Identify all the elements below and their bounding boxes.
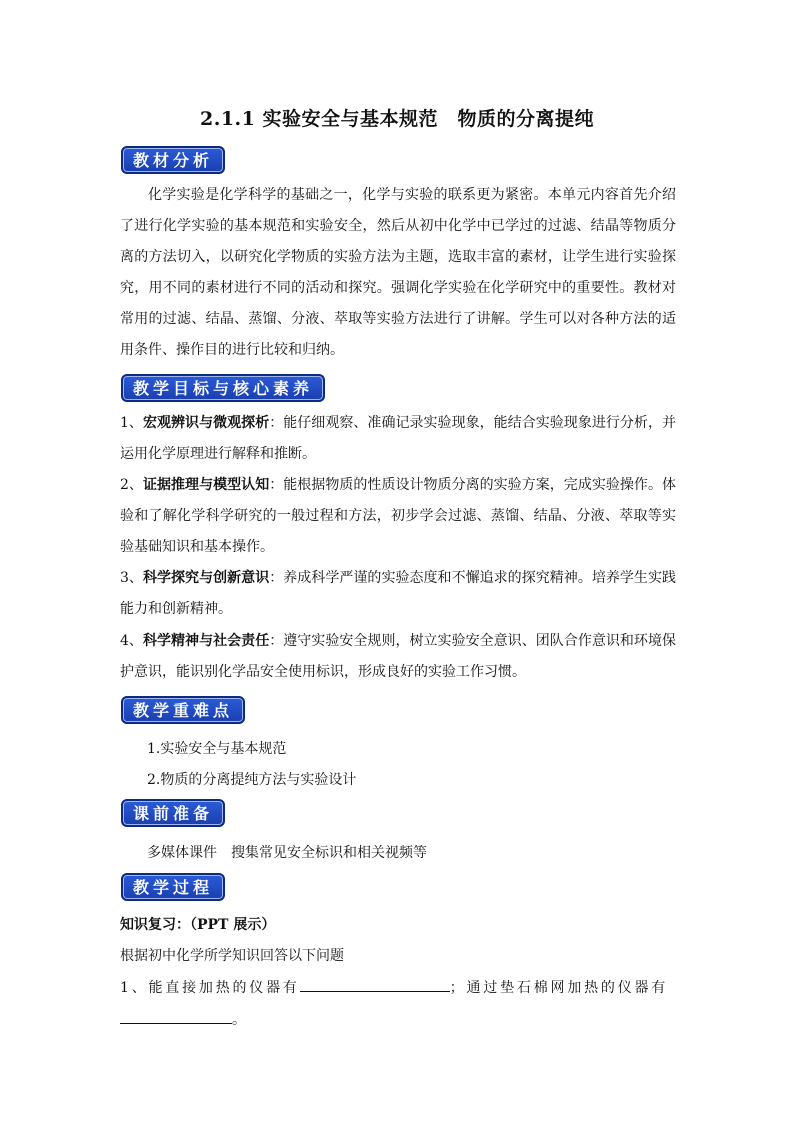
section-label-prep: 课前准备	[121, 799, 225, 827]
material-analysis-text: 化学实验是化学科学的基础之一，化学与实验的联系更为紧密。本单元内容首先介绍了进行化学实验的基本规范和实验安全，然后从初中化学中已学过的过滤、结晶等物质分离的方法切入，以研究化学物质的实验方法为主题，选取丰富的素材，让学生进行实验探究，用不同的素材进行不同的活动和探究。强调化学实验在化学研究中的重要性。教材对常用的过滤、结晶、蒸馏、分液、萃取等实验方法进行了讲解。学生可以对各种方法的适用条件、操作目的进行比较和归纳。	[120, 187, 676, 358]
question-1: 1、能直接加热的仪器有 ；通过垫石棉网加热的仪器有	[120, 976, 668, 997]
keypoint-item: 2.物质的分离提纯方法与实验设计	[147, 772, 357, 788]
goal-item-4: 4、科学精神与社会责任：遵守实验安全规则，树立实验安全意识、团队合作意识和环境保护意识，能识别化学品安全使用标识，形成良好的实验工作习惯。	[120, 633, 676, 680]
goal-item-2: 2、证据推理与模型认知：能根据物质的性质设计物质分离的实验方案，完成实验操作。体验和了解化学科学研究的一般过程和方法，初步学会过滤、蒸馏、结晶、分液、萃取等实验基础知识和基本操作。	[120, 477, 676, 555]
answer-blank[interactable]	[120, 1008, 232, 1024]
goal-item-3: 3、科学探究与创新意识：养成科学严谨的实验态度和不懈追求的探究精神。培养学生实践能力和创新精神。	[120, 570, 676, 617]
section-label-material: 教材分析	[121, 146, 225, 174]
section-label-goals: 教学目标与核心素养	[121, 374, 325, 402]
section-label-keypoints: 教学重难点	[121, 696, 245, 724]
goal-item-1: 1、宏观辨识与微观探析：能仔细观察、准确记录实验现象，能结合实验现象进行分析，并运用化学原理进行解释和推断。	[120, 415, 676, 462]
page-title: 2.1.1 实验安全与基本规范 物质的分离提纯	[199, 108, 594, 130]
keypoint-item: 1.实验安全与基本规范	[147, 741, 287, 757]
prep-text: 多媒体课件 搜集常见安全标识和相关视频等	[147, 845, 427, 861]
section-label-process: 教学过程	[121, 873, 225, 901]
answer-blank[interactable]	[300, 976, 450, 992]
review-intro: 根据初中化学所学知识回答以下问题	[120, 948, 344, 964]
review-heading: 知识复习：（PPT 展示）	[120, 917, 276, 933]
question-1-continued: 。	[120, 1008, 246, 1029]
